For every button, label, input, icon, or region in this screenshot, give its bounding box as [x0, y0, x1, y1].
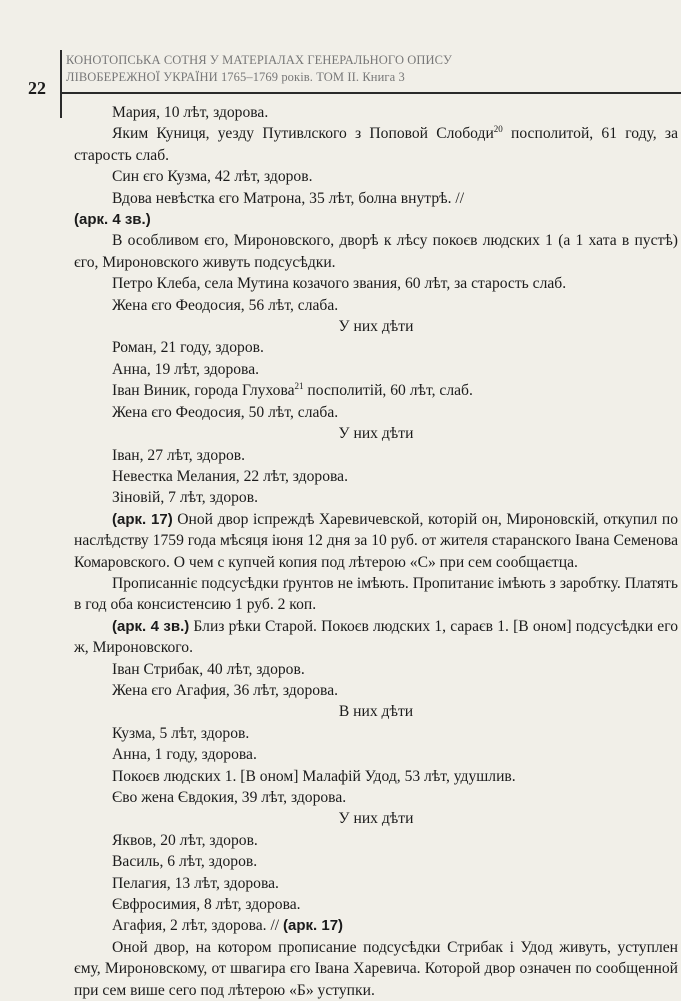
text-paragraph: [74, 873, 678, 894]
header-vertical-rule: [60, 50, 62, 118]
folio-reference: (арк. 4 зв.): [74, 211, 151, 229]
text-run: посполитій, 60 лѣт, слаб.: [303, 382, 473, 400]
text-paragraph: [74, 188, 678, 209]
text-paragraph: [74, 680, 678, 701]
text-run: У них дѣти: [338, 318, 414, 336]
text-run: Жена єго Феодосия, 50 лѣт, слаба.: [112, 403, 339, 421]
running-head-line-1: КОНОТОПСЬКА СОТНЯ У МАТЕРІАЛАХ ГЕНЕРАЛЬНОГО ОПИСУ: [66, 53, 452, 67]
text-run: В них дѣти: [338, 703, 414, 721]
text-paragraph: [74, 851, 678, 872]
text-paragraph: [74, 659, 678, 680]
document-body: [74, 102, 678, 1001]
text-paragraph: [74, 744, 678, 765]
text-run: Анна, 19 лѣт, здорова.: [112, 360, 260, 378]
section-heading: [74, 423, 678, 444]
section-heading: [74, 701, 678, 722]
text-run: В особливом єго, Мироновского, дворѣ к лѣсу покоєв людских 1 (а 1 хата в пустѣ) єго, Мироновского живуть подсусѣдки.: [74, 232, 678, 271]
footnote-marker: 20: [493, 124, 503, 135]
text-paragraph: [74, 723, 678, 744]
text-run: Кузма, 5 лѣт, здоров.: [112, 724, 250, 742]
text-run: Роман, 21 году, здоров.: [112, 339, 264, 357]
text-paragraph: [74, 937, 678, 1001]
text-run: Анна, 1 году, здорова.: [112, 746, 257, 764]
folio-reference: (арк. 4 зв.): [112, 617, 190, 635]
text-run: Іван, 27 лѣт, здоров.: [112, 446, 246, 464]
text-run: Син єго Кузма, 42 лѣт, здоров.: [112, 168, 313, 186]
text-paragraph: [74, 915, 678, 936]
text-paragraph: [74, 509, 678, 573]
text-paragraph: [74, 402, 678, 423]
text-run: У них дѣти: [338, 810, 414, 828]
text-run: Невестка Мелания, 22 лѣт, здорова.: [112, 467, 348, 485]
text-paragraph: [74, 466, 678, 487]
text-paragraph: [74, 616, 678, 659]
text-run: Оной двор іспреждѣ Харевичевской, которій он, Мироновскій, откупил по наслѣдству 1759 года мѣсяця іюня 12 дня за 10 руб. от жителя старанского Івана Семенова Комаровского. О чем с купчей копия под лѣтерою «С» при сем сообщаєтца.: [74, 510, 678, 571]
text-paragraph: [74, 787, 678, 808]
text-run: Близ рѣки Старой. Покоєв людских 1, сараєв 1. [В оном] подсусѣдки его ж, Мироновского.: [74, 617, 678, 657]
text-run: Жена єго Феодосия, 56 лѣт, слаба.: [112, 296, 339, 314]
text-paragraph: [74, 487, 678, 508]
header-horizontal-rule: [60, 92, 681, 94]
text-run: Єво жена Євдокия, 39 лѣт, здорова.: [112, 789, 347, 806]
section-heading: [74, 316, 678, 337]
text-run: Оной двор, на котором прописание подсусѣдки Стрибак і Удод живуть, уступлен єму, Мироновскому, от швагира єго Івана Харевича. Которой двор означен по сообщенной при сем више сего под лѣтерою «Б» уступки.: [74, 938, 678, 999]
text-paragraph: [74, 123, 678, 166]
text-run: Прописаннiє подсусѣдки ґрунтов не імѣють. Пропитаниє імѣють з заробтку. Платять в год оба консистенсию 1 руб. 2 коп.: [74, 574, 678, 614]
text-paragraph: [74, 102, 678, 123]
running-head-line-2: ЛІВОБЕРЕЖНОЇ УКРАЇНИ 1765–1769 років. ТОМ ІІ. Книга 3: [66, 70, 405, 84]
text-run: Жена єго Агафия, 36 лѣт, здорова.: [112, 681, 339, 699]
text-run: Яквов, 20 лѣт, здоров.: [112, 831, 258, 849]
text-paragraph: [74, 359, 678, 380]
text-paragraph: [74, 209, 678, 230]
text-run: Петро Клеба, села Мутина козачого звания, 60 лѣт, за старость слаб.: [112, 275, 567, 293]
text-paragraph: [74, 766, 678, 787]
text-run: Яким Куниця, уезду Путивлского з Поповой Слободи: [112, 125, 494, 143]
text-run: Покоєв людских 1. [В оном] Малафій Удод, 53 лѣт, удушлив.: [112, 767, 516, 785]
text-run: посполитой, 61 году, за старость слаб.: [74, 125, 678, 164]
text-paragraph: [74, 273, 678, 294]
text-run: Агафия, 2 лѣт, здорова. //: [112, 917, 284, 935]
page-number: 22: [28, 78, 46, 98]
text-paragraph: [74, 573, 678, 616]
running-head: [66, 52, 666, 86]
text-paragraph: [74, 230, 678, 273]
text-paragraph: [74, 295, 678, 316]
text-run: Іван Виник, города Глухова: [112, 382, 295, 400]
folio-reference: (арк. 17): [283, 917, 344, 935]
text-paragraph: [74, 830, 678, 851]
text-paragraph: [74, 894, 678, 915]
text-paragraph: [74, 337, 678, 358]
text-run: Іван Стрибак, 40 лѣт, здоров.: [112, 660, 305, 678]
text-run: Вдова невѣстка єго Матрона, 35 лѣт, болна внутрѣ. //: [112, 189, 465, 207]
section-heading: [74, 808, 678, 829]
folio-reference: (арк. 17): [112, 510, 173, 528]
text-run: У них дѣти: [338, 425, 414, 443]
text-run: Пелагия, 13 лѣт, здорова.: [112, 874, 279, 892]
text-paragraph: [74, 380, 678, 401]
text-run: Василь, 6 лѣт, здоров.: [112, 853, 258, 871]
text-run: Зіновій, 7 лѣт, здоров.: [112, 489, 258, 507]
text-run: Євфросимия, 8 лѣт, здорова.: [112, 896, 301, 914]
text-paragraph: [74, 445, 678, 466]
footnote-marker: 21: [294, 381, 304, 392]
text-run: Мария, 10 лѣт, здорова.: [112, 104, 269, 121]
text-paragraph: [74, 166, 678, 187]
